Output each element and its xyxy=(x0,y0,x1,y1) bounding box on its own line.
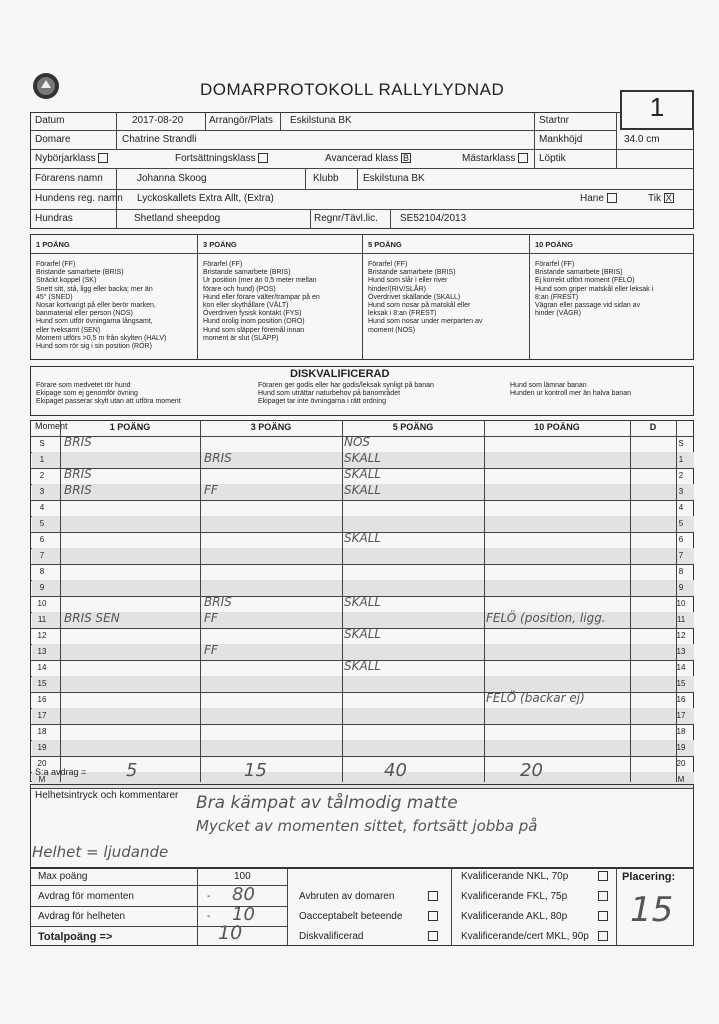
grid-entry[interactable]: SKALL xyxy=(344,483,382,497)
points-3-text: Förarfel (FF) Bristande samarbete (BRIS) Ur position (mer än 0,5 meter mellan förare och hund) (POS) Hund eller förare välter/trampar på en kon eller skythållare (VÄLT) Överdriven fysisk kontakt (FYS) Hund orolig inom position (ORO) Hund som släpper föremål innan moment är slut (SLÄPP) xyxy=(203,261,320,342)
comments-label: Helhetsintryck och kommentarer xyxy=(35,790,179,801)
row-label-left: 15 xyxy=(37,679,47,688)
fortsattning-label: Fortsättningsklass xyxy=(175,153,268,164)
avbruten-label: Avbruten av domaren xyxy=(299,891,395,902)
diskv-checkbox[interactable] xyxy=(428,931,438,941)
points-5-text: Förarfel (FF) Bristande samarbete (BRIS) Hund som slår i eller river hinder/(RIV/SLÅR) Överdrivet skällande (SKALL) Hund som nosar på matskål eller leksak i 8:an (FREST) Hund som nosar under merparten av moment (NOS) xyxy=(368,261,483,334)
row-label-left: 3 xyxy=(39,487,45,496)
avdrag-moment-sign: - xyxy=(207,891,211,902)
page-title: DOMARPROTOKOLL RALLYLYDNAD xyxy=(200,80,505,99)
row-label-right: 5 xyxy=(678,519,684,528)
points-1-title: 1 POÄNG xyxy=(36,240,70,249)
avdrag-helhet-sign: - xyxy=(207,911,211,922)
grid-column-line xyxy=(630,420,631,782)
domare-value: Chatrine Strandli xyxy=(122,134,197,145)
placering-label: Placering: xyxy=(622,871,676,883)
fkl-label: Kvalificerande FKL, 75p xyxy=(461,891,568,902)
avbruten-checkbox[interactable] xyxy=(428,891,438,901)
startnr-label: Startnr xyxy=(539,115,570,126)
moment-label: Moment xyxy=(35,421,68,431)
col-header-1: 1 POÄNG xyxy=(109,422,151,432)
mankhojd-value: 34.0 cm xyxy=(624,134,660,145)
fkl-checkbox[interactable] xyxy=(598,891,608,901)
row-label-left: 13 xyxy=(37,647,47,656)
row-label-right: S xyxy=(678,439,684,448)
row-label-right: 14 xyxy=(676,663,686,672)
row-label-left: 5 xyxy=(39,519,45,528)
avdrag-helhet-value: 10 xyxy=(232,904,255,925)
nkl-label: Kvalificerande NKL, 70p xyxy=(461,871,569,882)
mastar-label: Mästarklass xyxy=(462,153,528,164)
points-10-text: Förarfel (FF) Bristande samarbete (BRIS) Ej korrekt utfört moment (FELÖ) Hund som griper matskål eller leksak i 8:an (FREST) Vägran eller passage vid sidan av hinder (VÄGR) xyxy=(535,261,654,318)
total-1: 5 xyxy=(126,760,138,781)
row-label-right: 9 xyxy=(678,583,684,592)
max-value: 100 xyxy=(234,871,251,882)
row-label-right: 1 xyxy=(678,455,684,464)
row-label-left: 6 xyxy=(39,535,45,544)
row-line xyxy=(30,500,694,501)
domare-label: Domare xyxy=(35,134,71,145)
row-label-right: 4 xyxy=(678,503,684,512)
diskv-label: Diskvalificerad xyxy=(299,931,364,942)
row-label-left: 11 xyxy=(37,615,47,624)
total-3: 15 xyxy=(244,760,267,781)
row-label-right: 3 xyxy=(678,487,684,496)
akl-checkbox[interactable] xyxy=(598,911,608,921)
row-label-left: 12 xyxy=(37,631,47,640)
grid-entry[interactable]: FELÖ (backar ej) xyxy=(486,691,585,705)
hane-label: Hane xyxy=(580,193,617,204)
total-label: Totalpoäng => xyxy=(38,931,113,943)
akl-label: Kvalificerande AKL, 80p xyxy=(461,911,568,922)
row-line xyxy=(30,692,694,693)
row-label-right: 17 xyxy=(676,711,686,720)
grid-entry[interactable]: FF xyxy=(204,611,218,625)
comment-line-2: Mycket av momenten sittet, fortsätt jobba på xyxy=(196,817,538,835)
oaccept-checkbox[interactable] xyxy=(428,911,438,921)
grid-entry[interactable]: BRIS xyxy=(204,595,232,609)
grid-entry[interactable]: BRIS SEN xyxy=(64,611,120,625)
row-label-right: 6 xyxy=(678,535,684,544)
grid-entry[interactable]: BRIS xyxy=(64,435,92,449)
row-label-left: 8 xyxy=(39,567,45,576)
grid-entry[interactable]: SKALL xyxy=(344,659,382,673)
row-label-right: 19 xyxy=(676,743,686,752)
row-label-right: 20 xyxy=(676,759,686,768)
mankhojd-label: Mankhöjd xyxy=(539,134,583,145)
points-10-title: 10 POÄNG xyxy=(535,240,573,249)
mkl-label: Kvalificerande/cert MKL, 90p xyxy=(461,931,589,942)
row-label-left: 9 xyxy=(39,583,45,592)
grid-column-line xyxy=(200,420,201,782)
row-label-right: M xyxy=(677,775,685,784)
row-label-right: 8 xyxy=(678,567,684,576)
total-10: 20 xyxy=(520,760,543,781)
nyborjar-checkbox[interactable] xyxy=(98,153,108,163)
col-header-3: 3 POÄNG xyxy=(250,422,292,432)
row-label-right: 12 xyxy=(676,631,686,640)
points-5-title: 5 POÄNG xyxy=(368,240,402,249)
loptik-label: Löptik xyxy=(539,153,566,164)
col-header-10: 10 POÄNG xyxy=(534,422,580,432)
max-label: Max poäng xyxy=(38,871,88,882)
comment-line-1: Bra kämpat av tålmodig matte xyxy=(196,793,458,813)
row-label-left: 4 xyxy=(39,503,45,512)
grid-entry[interactable]: SKALL xyxy=(344,627,382,641)
grid-entry[interactable]: FELÖ (position, ligg. xyxy=(486,611,606,625)
tik-checkbox[interactable]: X xyxy=(665,193,672,204)
row-label-left: 14 xyxy=(37,663,47,672)
forare-value: Johanna Skoog xyxy=(137,173,207,184)
avdrag-moment-label: Avdrag för momenten xyxy=(38,891,134,902)
grid-entry[interactable]: FF xyxy=(204,643,218,657)
avdrag-moment-value: 80 xyxy=(232,884,255,905)
row-label-right: 15 xyxy=(676,679,686,688)
hane-checkbox[interactable] xyxy=(607,193,617,203)
disk-title: DISKVALIFICERAD xyxy=(290,368,390,380)
row-label-right: 16 xyxy=(676,695,686,704)
row-label-right: 13 xyxy=(676,647,686,656)
row-label-right: 7 xyxy=(678,551,684,560)
hundras-label: Hundras xyxy=(35,213,73,224)
grid-entry[interactable]: SKALL xyxy=(344,595,382,609)
row-label-left: M xyxy=(38,775,46,784)
row-line xyxy=(30,724,694,725)
row-stripe xyxy=(32,676,694,692)
row-stripe xyxy=(32,644,694,660)
row-label-left: 2 xyxy=(39,471,45,480)
klubb-value: Eskilstuna BK xyxy=(363,173,425,184)
row-label-right: 2 xyxy=(678,471,684,480)
forare-label: Förarens namn xyxy=(35,173,103,184)
row-label-left: 7 xyxy=(39,551,45,560)
grid-entry[interactable]: BRIS xyxy=(64,467,92,481)
row-label-right: 11 xyxy=(676,615,686,624)
tik-label: Tik X xyxy=(648,193,672,204)
klubb-label: Klubb xyxy=(313,173,339,184)
row-stripe xyxy=(32,740,694,756)
disk-col1: Förare som medvetet rör hund Ekipage som ej genomför övning Ekipaget passerar skylt utan att utföra moment xyxy=(36,382,181,406)
grid-column-line xyxy=(342,420,343,782)
avancerad-checkbox[interactable]: B xyxy=(402,153,409,164)
grid-entry[interactable]: SKALL xyxy=(344,531,382,545)
disk-col3: Hund som lämnar banan Hunden ur kontroll mer än halva banan xyxy=(510,382,632,398)
avdrag-helhet-label: Avdrag för helheten xyxy=(38,911,126,922)
total-5: 40 xyxy=(384,760,407,781)
datum-value: 2017-08-20 xyxy=(132,115,184,126)
row-label-left: 20 xyxy=(37,759,47,768)
grid-entry[interactable]: SKALL xyxy=(344,451,382,465)
row-stripe xyxy=(32,580,694,596)
oaccept-label: Oacceptabelt beteende xyxy=(299,911,403,922)
grid-entry[interactable]: BRIS xyxy=(64,483,92,497)
row-stripe xyxy=(32,548,694,564)
arrangor-value: Eskilstuna BK xyxy=(290,115,352,126)
club-logo xyxy=(32,72,60,100)
hundras-value: Shetland sheepdog xyxy=(134,213,221,224)
startnr-value: 1 xyxy=(649,92,665,122)
comment-line-3: Helhet = ljudande xyxy=(32,843,169,861)
total-value: 10 xyxy=(218,922,243,944)
fortsattning-checkbox[interactable] xyxy=(258,153,268,163)
points-3-title: 3 POÄNG xyxy=(203,240,237,249)
col-header-5: 5 POÄNG xyxy=(392,422,434,432)
row-label-left: 19 xyxy=(37,743,47,752)
points-1-text: Förarfel (FF) Bristande samarbete (BRIS) Sträckt koppel (SK) Snett sitt, stå, ligg eller backa; mer än 45° (SNED) Nosar kortvarigt på eller berör marken, banmaterial eller person (NOS) Hund som utför övningarna långsamt, eller tveksamt (SEN) Moment utförs >0,5 m från skylten (HALV) Hund som rör sig i sin position (RÖR) xyxy=(36,261,167,351)
avancerad-label: Avancerad klass B xyxy=(325,153,409,164)
mkl-checkbox[interactable] xyxy=(598,931,608,941)
regnr-value: SE52104/2013 xyxy=(400,213,467,224)
row-label-left: 16 xyxy=(37,695,47,704)
nkl-checkbox[interactable] xyxy=(598,871,608,881)
row-stripe xyxy=(32,708,694,724)
row-label-left: S xyxy=(39,439,45,448)
regnr-label: Regnr/Tävl.lic. xyxy=(314,213,378,224)
col-header-d: D xyxy=(649,422,657,432)
grid-column-line xyxy=(484,420,485,782)
mastar-checkbox[interactable] xyxy=(518,153,528,163)
grid-entry[interactable]: BRIS xyxy=(204,451,232,465)
nyborjar-label: Nybörjarklass xyxy=(35,153,108,164)
grid-entry[interactable]: FF xyxy=(204,483,218,497)
row-label-right: 10 xyxy=(676,599,686,608)
disk-col2: Föraren ger godis eller har godis/leksak synligt på banan Hund som uträttar naturbehov på banområdet Ekipaget tar inte övningarna i rätt ordning xyxy=(258,382,434,406)
grid-entry[interactable]: NOS xyxy=(344,435,371,449)
row-line xyxy=(30,564,694,565)
grid-column-line xyxy=(60,420,61,782)
arrangor-label: Arrangör/Plats xyxy=(209,115,273,126)
grid-entry[interactable]: SKALL xyxy=(344,467,382,481)
row-stripe xyxy=(32,516,694,532)
row-label-left: 1 xyxy=(39,455,45,464)
row-label-left: 18 xyxy=(37,727,47,736)
avdrag-label: S:a avdrag = xyxy=(35,767,87,777)
regnamn-label: Hundens reg. namn xyxy=(35,193,123,204)
row-line xyxy=(30,756,694,757)
grid-column-line xyxy=(676,420,677,782)
row-label-right: 18 xyxy=(676,727,686,736)
datum-label: Datum xyxy=(35,115,65,126)
row-label-left: 10 xyxy=(37,599,47,608)
row-label-left: 17 xyxy=(37,711,47,720)
placering-value: 15 xyxy=(630,890,674,930)
regnamn-value: Lyckoskallets Extra Allt, (Extra) xyxy=(137,193,274,204)
